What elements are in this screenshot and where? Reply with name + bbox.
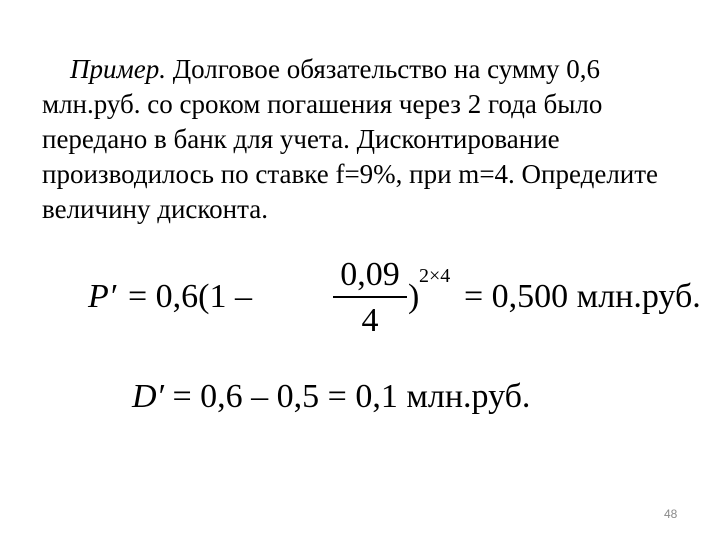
- page-number: 48: [664, 507, 678, 521]
- formula-p-after: = 0,500 млн.руб.: [464, 278, 701, 315]
- fraction-bar: [333, 296, 407, 298]
- formula-p-variable: P′: [88, 278, 117, 315]
- formula-p-before: = 0,6(1 –: [128, 278, 252, 315]
- formula-p-denominator: 4: [361, 302, 379, 339]
- formula-discount: [132, 380, 530, 414]
- formula-p-exponent: 2×4: [419, 265, 451, 287]
- formula-p-close: ): [408, 278, 420, 315]
- problem-statement: [42, 52, 682, 227]
- formula-p-numerator: 0,09: [340, 256, 400, 293]
- formula-d-variable: D′: [132, 378, 164, 415]
- formula-p-fraction: [333, 258, 407, 338]
- problem-text: Долговое обязательство на сумму 0,6 млн.руб. со сроком погашения через 2 года было передано в банк для учета. Дисконтирование производилось по ставке f=9%, при m=4. Определите величину дисконта.: [42, 54, 659, 224]
- problem-lead: Пример.: [70, 54, 166, 84]
- formula-d-text: = 0,6 – 0,5 = 0,1 млн.руб.: [172, 378, 531, 415]
